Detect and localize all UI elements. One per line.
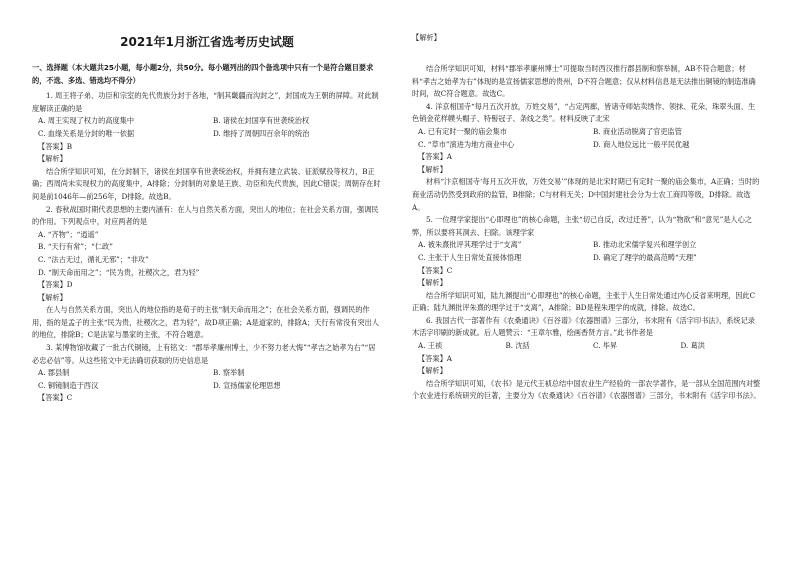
- option: B. 商业活动脱离了官吏监管: [593, 126, 682, 136]
- analysis-label: 【解析】: [418, 366, 447, 376]
- answer: 【答案】B: [38, 141, 73, 151]
- option: A. 王祯: [418, 341, 443, 351]
- option: D. 确定了理学的最高范畴“天理”: [593, 252, 697, 262]
- question-stem: 3. 某博物馆收藏了一批古代铜镜，上有铭文：“郡举孝廉州博士，少不努力老大悔”“孝吉之始孝为右”“居必忠必信”等。从这些铭文中无法确切获取的历史信息是: [32, 343, 376, 365]
- analysis-text: 材料“汴京相国寺‘每月五次开放，万姓交易’”体现的是北宋时期已有定时一聚的庙会集市，A正确；当时的商业活动仍然受到政府的监管，B排除；C与材料无关；D中国封建社会分为士农工商四等级，D排除。故选A。: [412, 177, 760, 212]
- right-column: [412, 63, 762, 403]
- option: A. 被朱熹批评其理学过于“支离”: [418, 240, 522, 250]
- question-stem: 4. 洋京相国寺“每月五次开放，万姓交易”，“占定两廊，皆诸寺师姑卖绣作、领抹、花朵、珠翠头面、生色销金花样幞头帽子、特髻冠子、条线之类”。材料反映了北宋: [412, 101, 756, 124]
- answer: 【答案】D: [38, 280, 73, 290]
- options-list: [412, 340, 762, 353]
- analysis-label: 【解析】: [38, 292, 67, 302]
- answer: 【答案】C: [38, 393, 73, 403]
- answer: 【答案】C: [418, 265, 453, 275]
- option: A. 郡县制: [38, 368, 70, 378]
- options-list: [32, 229, 382, 279]
- analysis-text: 结合所学知识可知，《农书》是元代王祯总结中国农业生产经验的一部农学著作，是一部从全国范围内对整个农业进行系统研究的巨著，主要分为《农桑通诀》《百谷谱》《农器图谱》三部分，书末附有《活字印书法》。: [412, 378, 761, 401]
- option: B. 推动北宋儒学复兴和理学创立: [593, 240, 697, 250]
- question-stem: 2. 春秋战国时期代表思想的主要内涵有：在人与自然关系方面，突出人的地位；在社会关系方面，强调民的作用。下列观点中，对应两者的是: [32, 204, 379, 227]
- options-list: [32, 367, 382, 392]
- analysis-text: 结合所学知识可知，在分封制下，诸侯在封国享有世袭统治权，并拥有建立武装、征派赋役等权力，B正确；西周尚未实现权力的高度集中，A排除；分封制的对象是王族、功臣和先代贵族，因此C错误；周朝存在时间是前1046年—前256年，D排除。故选B。: [32, 166, 381, 201]
- option: D. 维持了周朝四百余年的统治: [213, 128, 310, 138]
- page-title: 2021年1月浙江省选考历史试题: [120, 35, 294, 49]
- option: B. 察举制: [213, 368, 245, 378]
- option: C. “法古无过，循礼无邪”；“非攻”: [38, 254, 149, 264]
- answer: 【答案】A: [418, 353, 452, 363]
- left-column: [32, 62, 382, 405]
- option: C. 毕昇: [593, 341, 618, 351]
- option: B. 沈括: [505, 341, 530, 351]
- option: A. “齐物”；“逍遥”: [38, 229, 99, 239]
- option: A. 周王实现了权力的高度集中: [38, 116, 135, 126]
- option: D. 葛洪: [680, 341, 705, 351]
- question-stem: 6. 我国古代一部著作有《农桑通诀》《百谷谱》《农器图谱》三部分，书末附有《活字印书法》，系统记录木活字印刷的新成就。后人题赞云：“王章尔雅，绘画香贤方言。”此书作者是: [412, 315, 755, 338]
- analysis-text: 在人与自然关系方面，突出人的地位指的是荀子的主张“制天命而用之”；在社会关系方面，强调民的作用，指的是孟子的主张“民为贵，社稷次之，君为轻”，故D项正确；A是道家的，排除A；天行有常没有突出人的地位，排除B；C是法家与墨家的主张，不符合题意。: [32, 305, 379, 340]
- options-list: [32, 115, 382, 140]
- option: A. 已有定时一聚的庙会集市: [418, 126, 507, 136]
- options-list: [412, 239, 762, 264]
- analysis-label: 【解析】: [418, 164, 447, 174]
- option: B. “天行有常”；“仁政”: [38, 242, 113, 252]
- question-stem: 5. 一位理学家提出“心即理也”的核心命题，主张“切己自反，改过迁善”，认为“物欲”和“意见”是人心之弊，所以要将其洞去、扫除。该理学家: [412, 215, 753, 237]
- section-heading: 一、选择题（本大题共25小题，每小题2分，共50分。每小题列出的四个备选项中只有一个是符合题目要求的，不选、多选、错选均不得分）: [32, 63, 374, 85]
- analysis-label: 【解析】: [38, 154, 67, 164]
- option: C. 铜镜制造于西汉: [38, 380, 99, 390]
- analysis-text: 结合所学知识可知，陆九渊提出“心即理也”的核心命题，主张于人生日常处通过内心反省来明理，因此C正确；陆九渊批评朱熹的理学过于“支离”，A排除；BD是程朱理学的成就，排除。故选C。: [412, 290, 756, 313]
- option: D. “制天命而用之”；“民为贵，社稷次之，君为轻”: [38, 267, 200, 277]
- analysis-label: 【解析】: [412, 33, 441, 42]
- option: C. 主张于人生日常处直接体悟理: [418, 252, 522, 262]
- analysis-text: 结合所学知识可知，材料“郡举孝廉州博士”可提取当时西汉推行郡县制和察举制，AB不符合题意；材料“孝吉之始孝为右”体现的是宣扬儒家思想的贵州，D不符合题意；仅从材料信息是无法推出铜镜的制造准确时间，故C符合题意。故选C。: [412, 64, 756, 99]
- option: C. “草市”演进为地方商业中心: [418, 139, 515, 149]
- option: D. 宣扬儒家伦理思想: [213, 380, 281, 390]
- analysis-label: 【解析】: [418, 278, 447, 288]
- options-list: [412, 126, 762, 151]
- option: D. 商人地位远比一般平民优越: [593, 139, 690, 149]
- answer: 【答案】A: [418, 152, 452, 162]
- option: C. 血缘关系是分封的唯一依据: [38, 128, 135, 138]
- option: B. 诸侯在封国享有世袭统治权: [213, 116, 310, 126]
- question-stem: 1. 周王将子弟、功臣和宗室的先代贵族分封于各地，“制其畿疆而沟封之”，封国成为王朝的屏障。对此制度解读正确的是: [32, 91, 379, 113]
